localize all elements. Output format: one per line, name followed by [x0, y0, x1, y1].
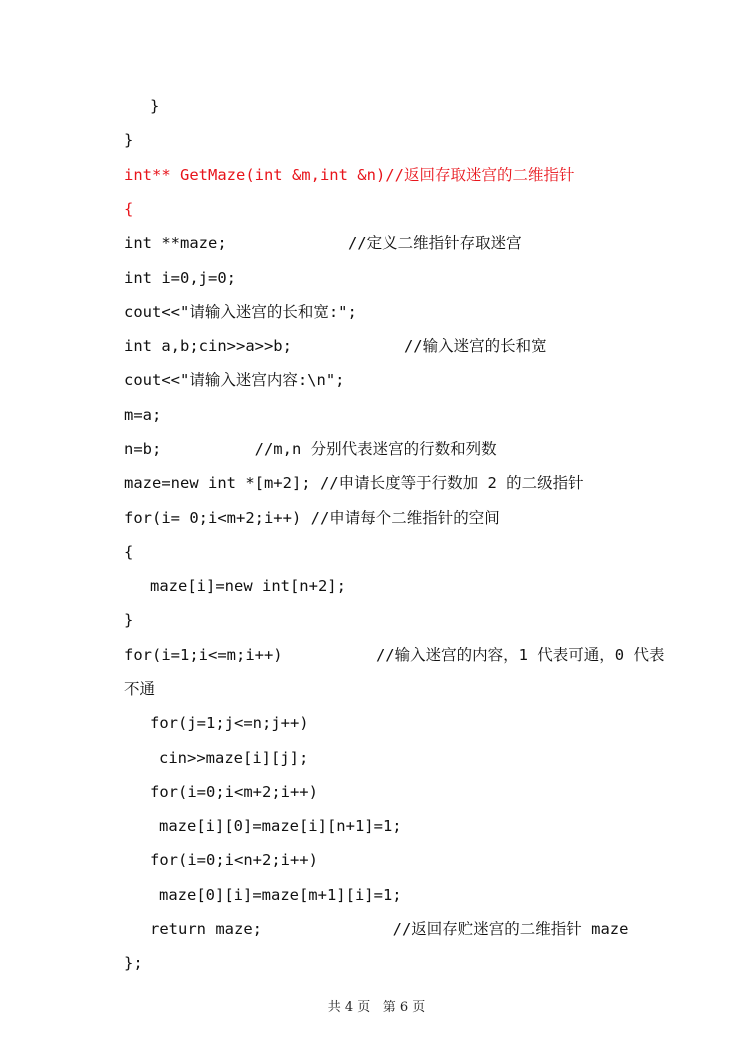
code-line: n=b; //m,n 分别代表迷宫的行数和列数 [124, 440, 497, 458]
code-line: maze[i]=new int[n+2]; [150, 577, 346, 595]
code-line: { [124, 543, 134, 561]
code-line: for(i= 0;i<m+2;i++) //申请每个二维指针的空间 [124, 509, 500, 527]
code-line: maze[0][i]=maze[m+1][i]=1; [159, 886, 402, 904]
code-line: } [124, 131, 134, 149]
code-line: 不通 [124, 680, 156, 698]
code-line: int i=0,j=0; [124, 269, 236, 287]
code-line: for(i=0;i<n+2;i++) [150, 851, 318, 869]
code-line: } [150, 97, 160, 115]
code-line: int a,b;cin>>a>>b; //输入迷宫的长和宽 [124, 337, 547, 355]
code-line: for(j=1;j<=n;j++) [150, 714, 309, 732]
code-line: cout<<"请输入迷宫内容:\n"; [124, 371, 345, 389]
code-line: maze[i][0]=maze[i][n+1]=1; [159, 817, 402, 835]
function-signature: int** GetMaze(int &m,int &n)//返回存取迷宫的二维指针 [124, 166, 575, 184]
code-line: cin>>maze[i][j]; [159, 749, 309, 767]
code-line: }; [124, 954, 143, 972]
code-line: { [124, 200, 134, 218]
code-line: for(i=0;i<m+2;i++) [150, 783, 318, 801]
code-line: maze=new int *[m+2]; //申请长度等于行数加 2 的二级指针 [124, 474, 584, 492]
code-line: return maze; //返回存贮迷宫的二维指针 maze [150, 920, 629, 938]
code-line: cout<<"请输入迷宫的长和宽:"; [124, 303, 357, 321]
page-footer: 共 4 页 第 6 页 [327, 1000, 426, 1015]
code-line: m=a; [124, 406, 162, 424]
code-line: } [124, 611, 134, 629]
code-line: for(i=1;i<=m;i++) //输入迷宫的内容，1 代表可通，0 代表 [124, 646, 665, 664]
code-line: int **maze; //定义二维指针存取迷宫 [124, 234, 522, 252]
